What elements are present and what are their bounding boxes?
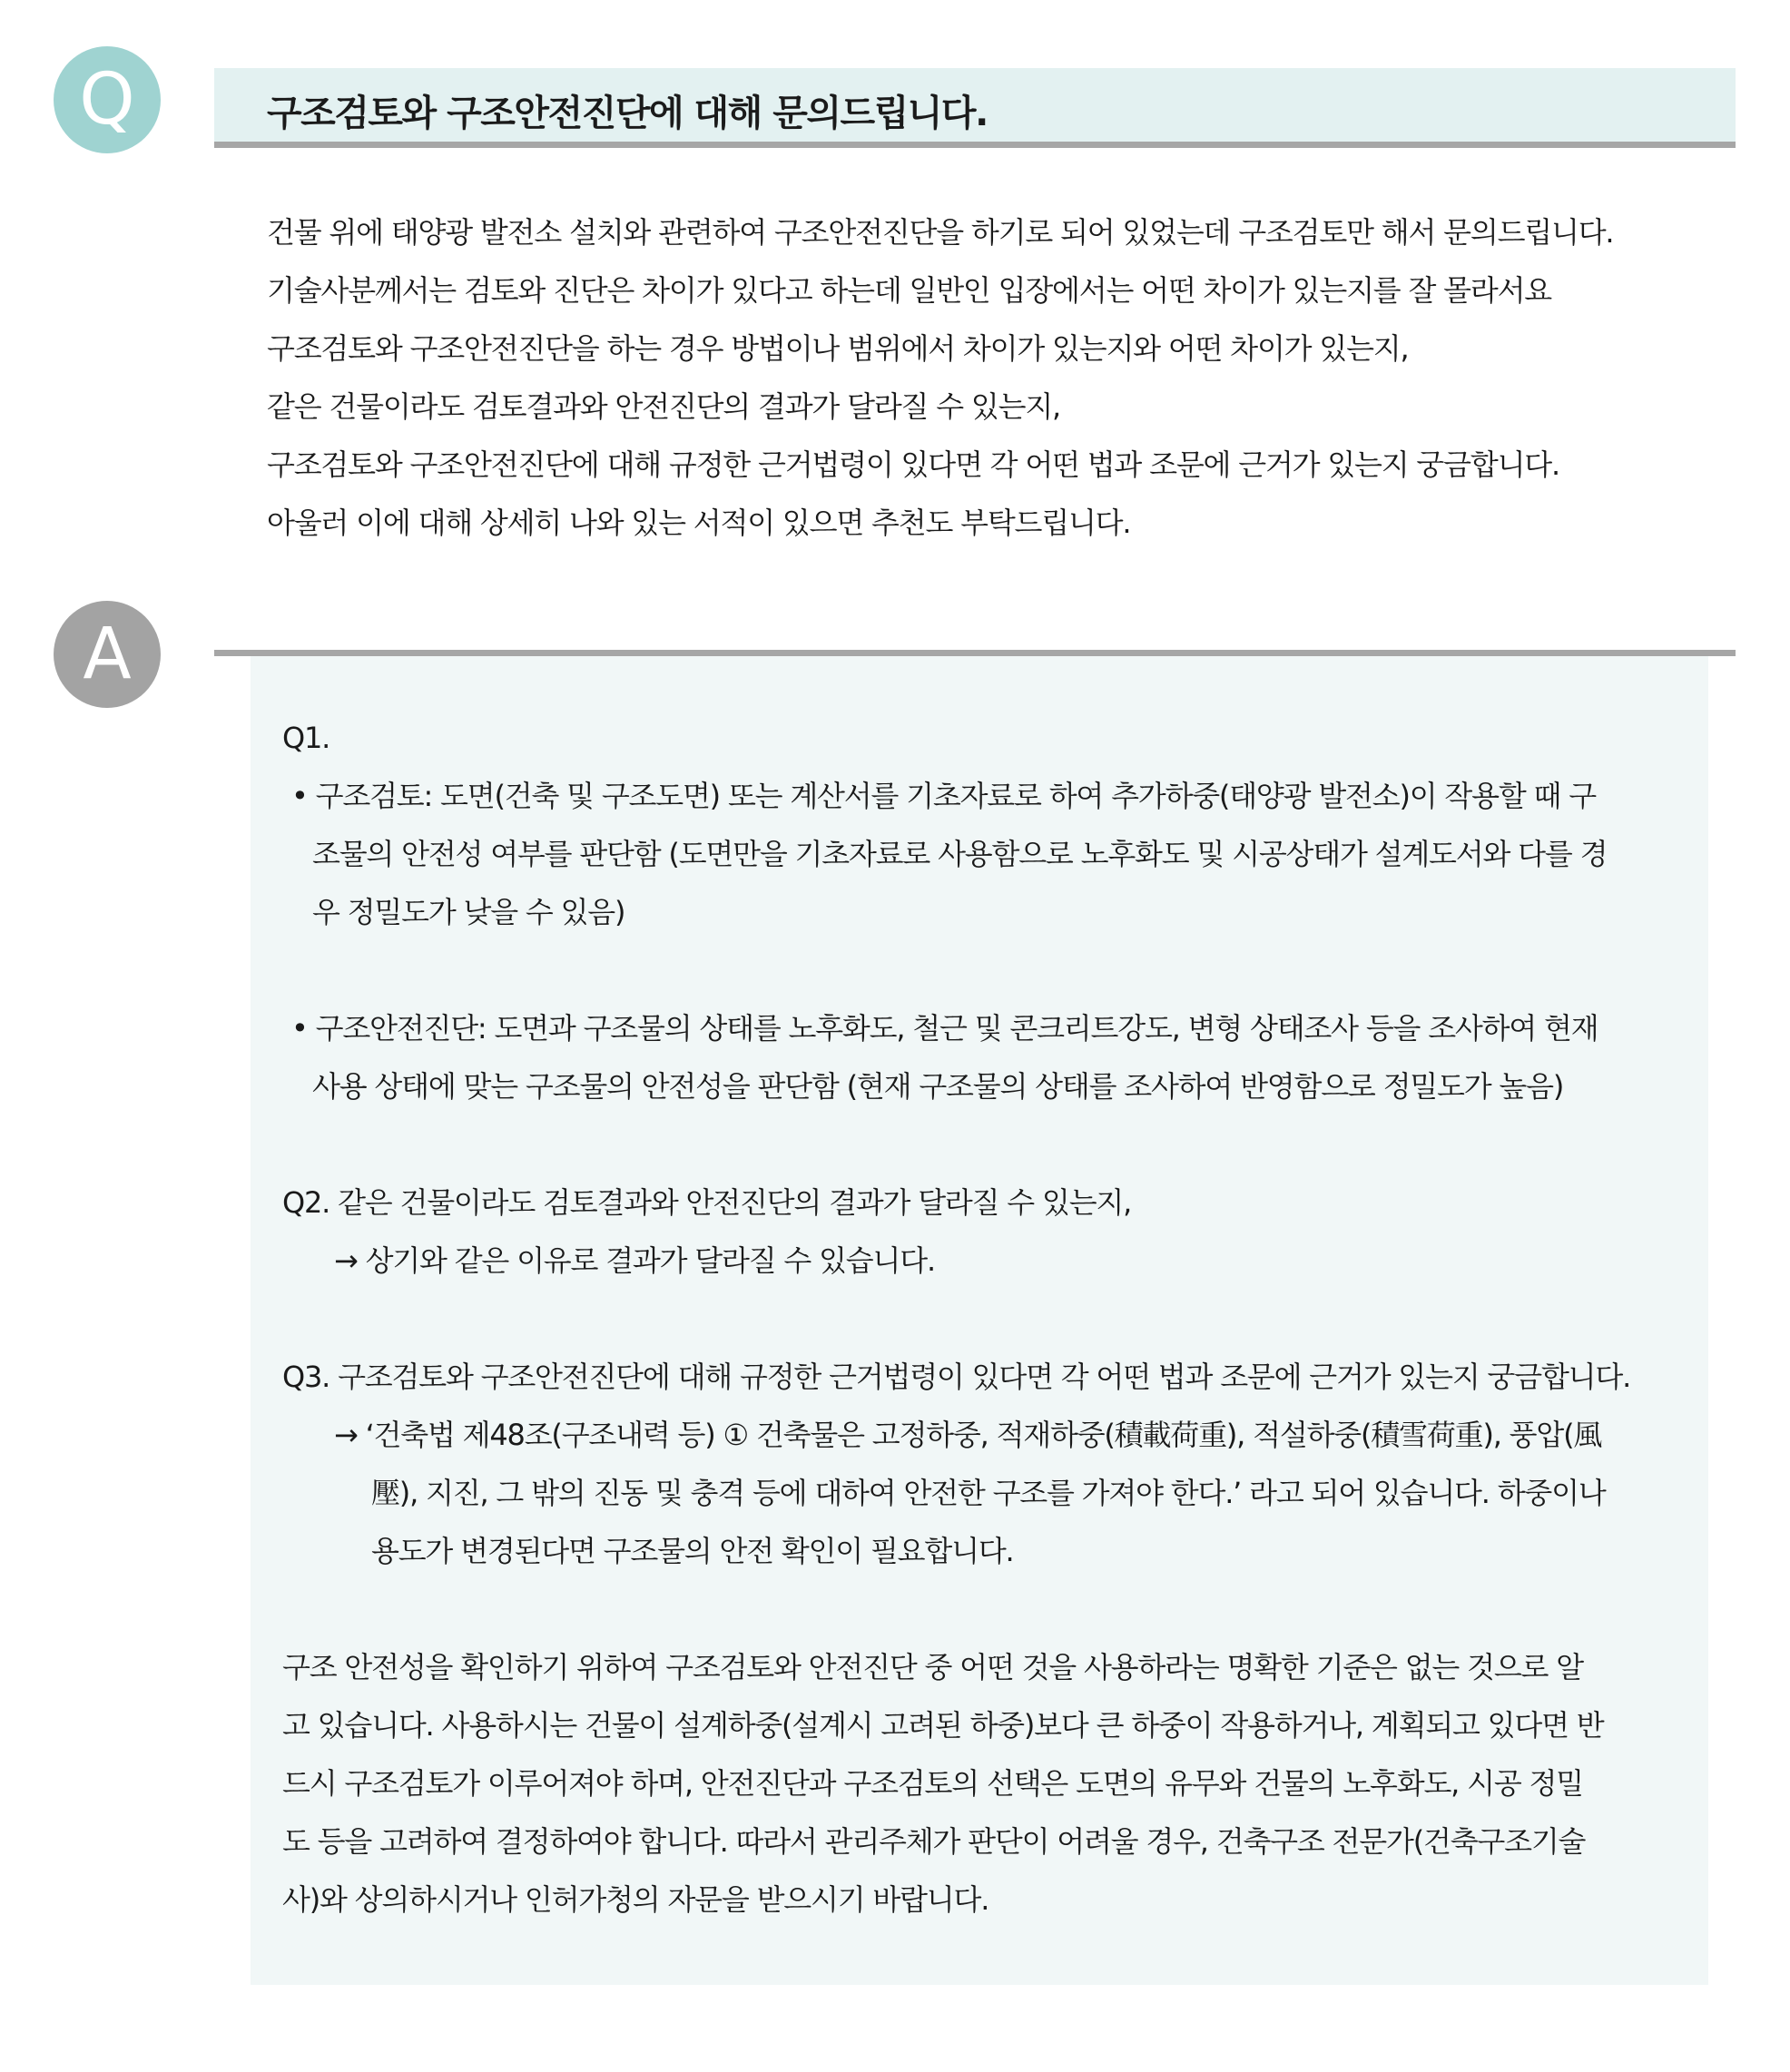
q1-label: Q1. [282, 721, 330, 755]
spacer [282, 1290, 1680, 1348]
answer-badge: A [54, 601, 161, 708]
q3-answer-line: 용도가 변경된다면 구조물의 안전 확인이 필요합니다. [371, 1534, 1014, 1568]
q1-diagnosis-line: 사용 상태에 맞는 구조물의 안전성을 판단함 (현재 구조물의 상태를 조사하여 반영함으로 정밀도가 높음) [312, 1069, 1564, 1104]
q3-answer-line: 壓), 지진, 그 밖의 진동 및 충격 등에 대하여 안전한 구조를 가져야 한다.’ 라고 되어 있습니다. 하중이나 [371, 1476, 1606, 1510]
question-line: 기술사분께서는 검토와 진단은 차이가 있다고 하는데 일반인 입장에서는 어떤 차이가 있는지를 잘 몰라서요 [267, 273, 1551, 308]
q3-question: Q3. 구조검토와 구조안전진단에 대해 규정한 근거법령이 있다면 각 어떤 법과 조문에 근거가 있는지 궁금합니다. [282, 1360, 1631, 1394]
question-line: 구조검토와 구조안전진단을 하는 경우 방법이나 범위에서 차이가 있는지와 어떤 차이가 있는지, [267, 331, 1409, 366]
conclusion-line: 고 있습니다. 사용하시는 건물이 설계하중(설계시 고려된 하중)보다 큰 하중이 작용하거나, 계획되고 있다면 반 [282, 1708, 1604, 1743]
question-badge: Q [54, 46, 161, 153]
question-line: 구조검토와 구조안전진단에 대해 규정한 근거법령이 있다면 각 어떤 법과 조문에 근거가 있는지 궁금합니다. [267, 447, 1559, 482]
question-title-bar [214, 68, 1736, 148]
spacer [282, 941, 1680, 999]
q2-answer: → 상기와 같은 이유로 결과가 달라질 수 있습니다. [334, 1243, 935, 1278]
q2-question: Q2. 같은 건물이라도 검토결과와 안전진단의 결과가 달라질 수 있는지, [282, 1185, 1132, 1220]
answer-box [251, 656, 1708, 1985]
q1-diagnosis-line: • 구조안전진단: 도면과 구조물의 상태를 노후화도, 철근 및 콘크리트강도, 변형 상태조사 등을 조사하여 현재 [291, 1011, 1598, 1046]
spacer [282, 1115, 1680, 1173]
q1-review-line: 우 정밀도가 낮을 수 있음) [312, 895, 625, 929]
question-title: 구조검토와 구조안전진단에 대해 문의드립니다. [267, 93, 988, 134]
conclusion-line: 드시 구조검토가 이루어져야 하며, 안전진단과 구조검토의 선택은 도면의 유무와 건물의 노후화도, 시공 정밀 [282, 1766, 1583, 1801]
question-line: 건물 위에 태양광 발전소 설치와 관련하여 구조안전진단을 하기로 되어 있었는데 구조검토만 해서 문의드립니다. [267, 215, 1614, 250]
conclusion-line: 구조 안전성을 확인하기 위하여 구조검토와 안전진단 중 어떤 것을 사용하라는 명확한 기준은 없는 것으로 알 [282, 1650, 1583, 1684]
spacer [282, 1580, 1680, 1638]
question-body [267, 203, 1737, 552]
q3-answer-line: → ‘건축법 제48조(구조내력 등) ① 건축물은 고정하중, 적재하중(積載荷重), 적설하중(積雪荷重), 풍압(風 [334, 1418, 1602, 1452]
q1-review-line: 조물의 안전성 여부를 판단함 (도면만을 기초자료로 사용함으로 노후화도 및 시공상태가 설계도서와 다를 경 [312, 837, 1608, 871]
conclusion-line: 도 등을 고려하여 결정하여야 합니다. 따라서 관리주체가 판단이 어려울 경우, 건축구조 전문가(건축구조기술 [282, 1824, 1586, 1859]
question-line: 아울러 이에 대해 상세히 나와 있는 서적이 있으면 추천도 부탁드립니다. [267, 506, 1131, 540]
answer-divider [214, 650, 1736, 656]
conclusion-line: 사)와 상의하시거나 인허가청의 자문을 받으시기 바랍니다. [282, 1882, 989, 1917]
answer-content [282, 709, 1680, 1929]
question-line: 같은 건물이라도 검토결과와 안전진단의 결과가 달라질 수 있는지, [267, 389, 1061, 424]
q1-review-line: • 구조검토: 도면(건축 및 구조도면) 또는 계산서를 기초자료로 하여 추가하중(태양광 발전소)이 작용할 때 구 [291, 779, 1596, 813]
